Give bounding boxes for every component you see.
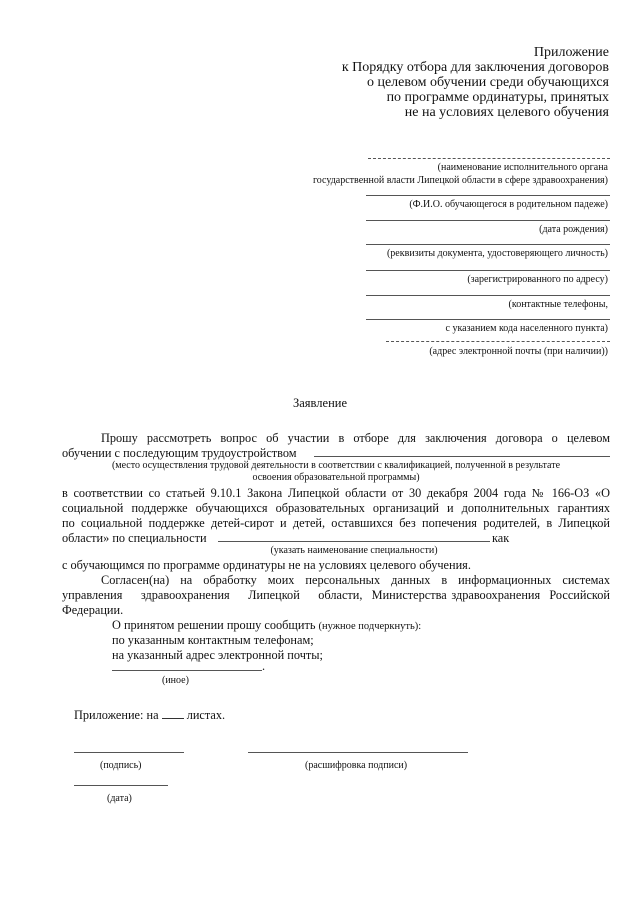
notify-line [112,618,421,634]
appendix-line: к Порядку отбора для заключения договоров [341,60,609,75]
appendix-title: Приложение [533,45,609,60]
attachment-pages-field[interactable] [162,707,184,719]
email-hint: (адрес электронной почты (при наличии)) [429,346,608,357]
specialty-line [218,541,490,542]
phone-hint-2: с указанием кода населенного пункта) [445,323,608,334]
signature-hint: (подпись) [100,760,142,771]
employment-hint-1: (место осуществления трудовой деятельности в соответствии с квалификацией, полученной в результате [111,460,561,471]
date-line[interactable] [74,785,168,786]
option-other-dot: . [262,659,266,673]
attachment-suffix: листах. [186,708,226,722]
appendix-line: по программе ординатуры, принятых [386,90,609,105]
appendix-line: о целевом обучении среди обучающихся [366,75,609,90]
consent-line2: управления здравоохранения Липецкой области, Министерства здравоохранения Российской [62,588,610,602]
attachment-prefix: Приложение: на [74,708,159,722]
doc-line [366,244,610,245]
name-line[interactable] [248,752,468,753]
attachment-line [74,707,225,723]
specialty-hint: (указать наименование специальности) [270,545,438,556]
organ-line [368,158,610,159]
reg-hint: (зарегистрированного по адресу) [467,274,608,285]
organ-hint-1: (наименование исполнительного органа [437,162,608,173]
appendix-block [209,45,609,120]
fio-hint: (Ф.И.О. обучающегося в родительном падеже) [409,199,608,210]
phone-code-line [366,319,610,320]
option-other-line[interactable] [112,670,262,671]
p1-line2 [62,446,297,461]
option-email[interactable]: на указанный адрес электронной почты; [112,648,323,662]
p2-line5: с обучающимся по программе ординатуры не на условиях целевого обучения. [62,558,471,572]
document-title: Заявление [292,396,347,410]
fio-line [366,195,610,196]
birth-hint: (дата рождения) [539,224,608,235]
phone-line [366,295,610,296]
employment-hint-2: освоения образовательной программы) [252,472,420,483]
p2-line4-start: области» по специальности [62,531,207,545]
p2-line3: по социальной поддержке детей-сирот и детей, оставшихся без попечения родителей, в Липецкой [62,516,610,530]
signature-line[interactable] [74,752,184,753]
p2-line4-end: как [492,531,510,545]
birth-line [366,220,610,221]
option-other-hint: (иное) [162,675,189,686]
doc-hint: (реквизиты документа, удостоверяющего личность) [386,248,608,259]
option-phone[interactable]: по указанным контактным телефонам; [112,633,314,647]
p1-line1: Прошу рассмотреть вопрос об участии в отборе для заключения договора о целевом [101,431,610,445]
name-hint: (расшифровка подписи) [305,760,408,771]
phone-hint: (контактные телефоны, [508,299,608,310]
appendix-line: не на условиях целевого обучения [404,105,609,120]
email-line [386,341,610,342]
date-hint: (дата) [107,793,132,804]
consent-line1: Согласен(на) на обработку моих персональных данных в информационных системах [101,573,610,587]
notify-text: О принятом решении прошу сообщить [112,618,316,632]
p2-line2: социальной поддержке обучающихся образовательных организаций и дополнительных гарантиях [62,501,610,515]
consent-line3: Федерации. [62,603,124,617]
p1-line2-text: обучении с последующим трудоустройством [62,446,297,460]
p2-line1: в соответствии со статьей 9.10.1 Закона Липецкой области от 30 декабря 2004 года № 166-ОЗ «О [62,486,610,500]
notify-hint: (нужное подчеркнуть): [318,621,422,632]
reg-line [366,270,610,271]
organ-hint-2: государственной власти Липецкой области в сфере здравоохранения) [312,175,608,186]
employment-line [314,456,610,457]
